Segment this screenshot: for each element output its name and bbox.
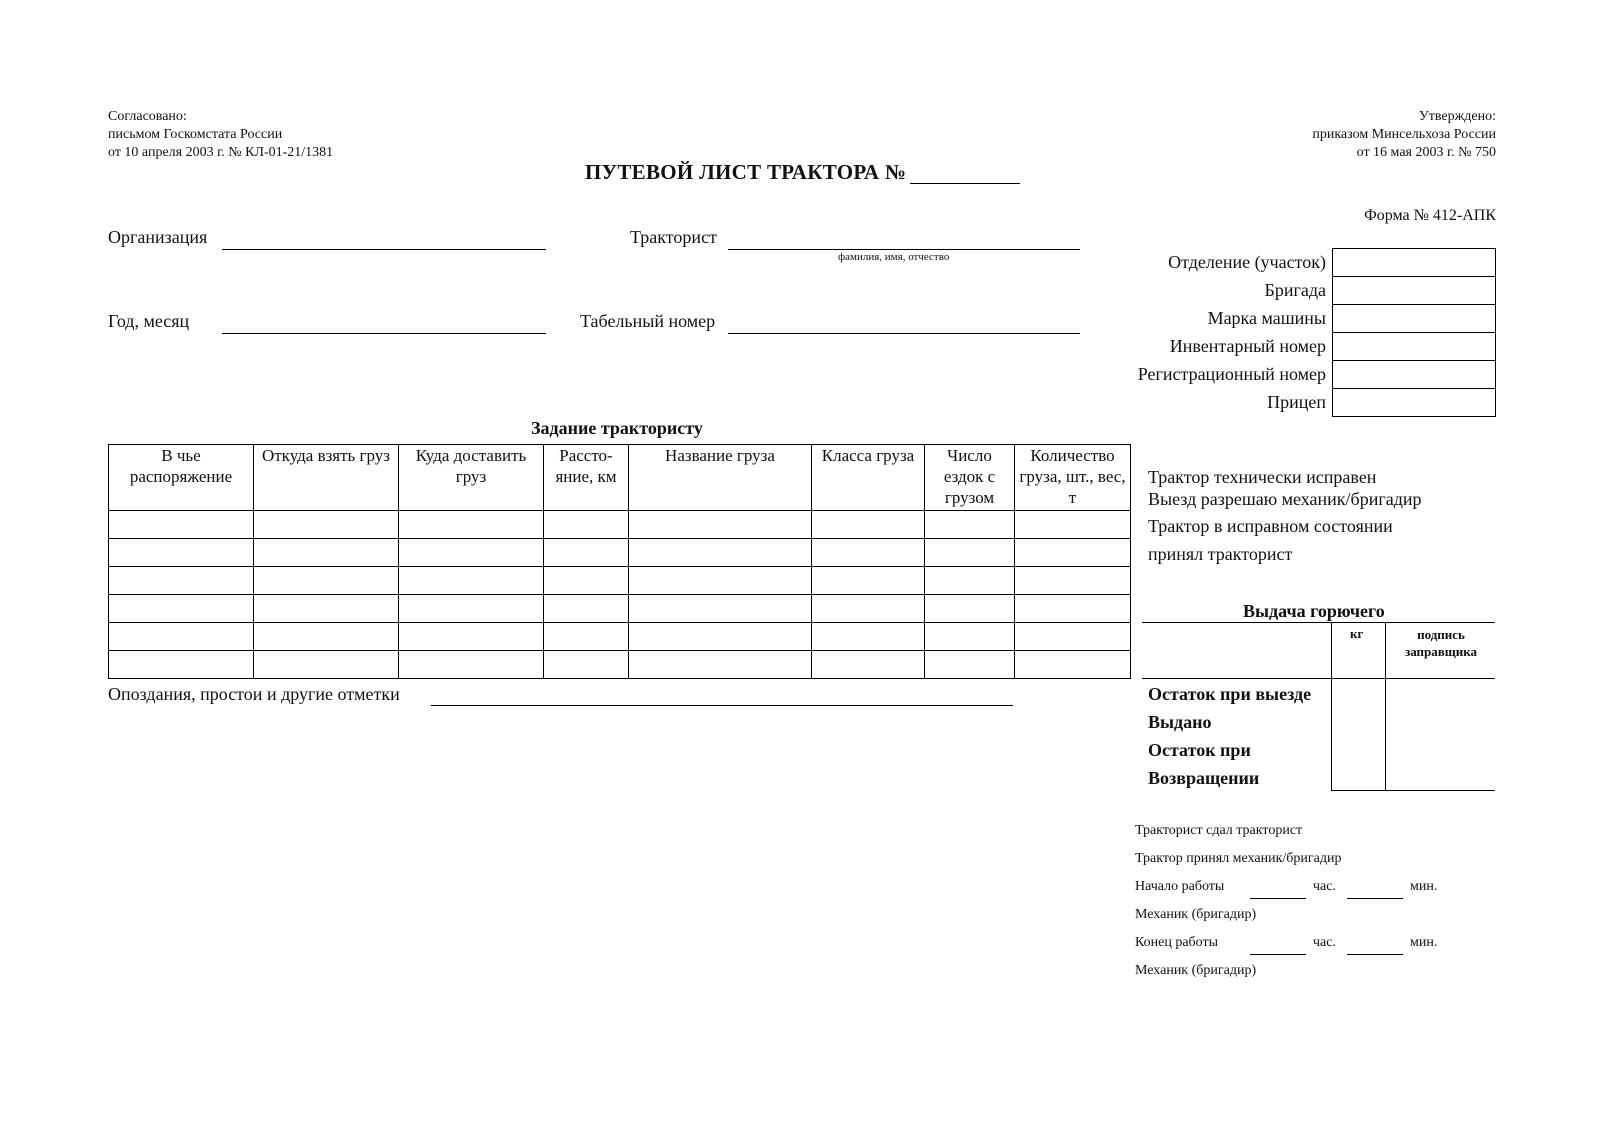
approved-block: [1312, 108, 1496, 162]
fuel-row-departure-balance: Остаток при выезде: [1148, 684, 1312, 704]
table-row: [109, 511, 1131, 539]
work-start-hours-unit: час.: [1313, 879, 1336, 894]
table-cell[interactable]: [812, 651, 925, 679]
info-label-department: Отделение (участок): [1168, 252, 1326, 272]
work-end-minutes-field[interactable]: [1347, 954, 1403, 955]
table-cell[interactable]: [1015, 567, 1131, 595]
table-row: [109, 595, 1131, 623]
fuel-header-rule: [1142, 678, 1495, 679]
handed-label: Тракторист сдал тракторист: [1135, 823, 1303, 838]
status-line-3: Трактор в исправном состоянии: [1148, 516, 1393, 536]
table-cell[interactable]: [254, 511, 399, 539]
info-field-trailer[interactable]: [1333, 389, 1496, 417]
approved-label: Утверждено:: [1418, 109, 1496, 124]
table-cell[interactable]: [109, 511, 254, 539]
table-cell[interactable]: [544, 651, 629, 679]
work-end-label: Конец работы: [1135, 935, 1219, 950]
table-cell[interactable]: [925, 623, 1015, 651]
delays-field[interactable]: [431, 705, 1013, 706]
personnel-number-label: Табельный номер: [580, 311, 716, 331]
table-row: [109, 651, 1131, 679]
task-title: Задание трактористу: [531, 418, 703, 438]
year-month-label: Год, месяц: [108, 311, 190, 331]
fuel-col-sign: подпись заправщика: [1404, 627, 1478, 659]
table-cell[interactable]: [544, 623, 629, 651]
info-label-trailer: Прицеп: [1267, 392, 1326, 412]
col-header-quantity: Количество груза, шт., вес, т: [1015, 445, 1131, 511]
col-header-distance: Рассто-яние, км: [544, 445, 629, 511]
table-cell[interactable]: [1015, 539, 1131, 567]
fuel-row-return-balance: Остаток при: [1148, 740, 1251, 760]
table-cell[interactable]: [629, 623, 812, 651]
table-cell[interactable]: [254, 567, 399, 595]
table-cell[interactable]: [399, 539, 544, 567]
col-header-from: Откуда взять груз: [254, 445, 399, 511]
info-label-machine-brand: Марка машины: [1207, 308, 1326, 328]
delays-label: Опоздания, простои и другие отметки: [108, 684, 400, 704]
form-number: Форма № 412-АПК: [1364, 207, 1496, 224]
table-cell[interactable]: [544, 595, 629, 623]
table-cell[interactable]: [1015, 511, 1131, 539]
table-cell[interactable]: [254, 595, 399, 623]
table-cell[interactable]: [399, 567, 544, 595]
table-cell[interactable]: [925, 539, 1015, 567]
status-line-2: Выезд разрешаю механик/бригадир: [1148, 489, 1422, 509]
task-table: [108, 444, 1131, 679]
work-end-hours-unit: час.: [1313, 935, 1336, 950]
info-label-registration-number: Регистрационный номер: [1137, 364, 1326, 384]
approved-date: от 16 мая 2003 г. № 750: [1356, 145, 1496, 160]
tractor-driver-field[interactable]: [728, 249, 1080, 250]
col-header-cargo-name: Название груза: [629, 445, 812, 511]
table-cell[interactable]: [925, 511, 1015, 539]
table-cell[interactable]: [109, 651, 254, 679]
status-block: [1148, 466, 1422, 510]
table-cell[interactable]: [812, 623, 925, 651]
info-field-registration-number[interactable]: [1333, 361, 1496, 389]
table-cell[interactable]: [629, 511, 812, 539]
work-end-hours-field[interactable]: [1250, 954, 1306, 955]
table-cell[interactable]: [812, 511, 925, 539]
table-cell[interactable]: [544, 567, 629, 595]
table-cell[interactable]: [925, 651, 1015, 679]
tractor-driver-label: Тракторист: [630, 227, 717, 247]
table-cell[interactable]: [399, 511, 544, 539]
status-line-1: Трактор технически исправен: [1148, 467, 1377, 487]
approval-block: [108, 108, 333, 162]
fuel-bottom-rule: [1331, 790, 1495, 791]
fuel-divider-kg: [1331, 622, 1332, 790]
info-label-inventory-number: Инвентарный номер: [1169, 336, 1326, 356]
table-cell[interactable]: [254, 539, 399, 567]
table-cell[interactable]: [812, 539, 925, 567]
vehicle-info-table: [1138, 248, 1496, 417]
page-title: ПУТЕВОЙ ЛИСТ ТРАКТОРА №: [585, 160, 907, 184]
table-cell[interactable]: [629, 539, 812, 567]
table-cell[interactable]: [812, 567, 925, 595]
table-cell[interactable]: [109, 595, 254, 623]
organization-label: Организация: [108, 227, 208, 247]
work-start-hours-field[interactable]: [1250, 898, 1306, 899]
work-start-minutes-unit: мин.: [1410, 879, 1438, 894]
table-cell[interactable]: [812, 595, 925, 623]
fuel-top-rule: [1142, 622, 1495, 623]
info-field-inventory-number[interactable]: [1333, 333, 1496, 361]
table-cell[interactable]: [1015, 595, 1131, 623]
table-row: [109, 567, 1131, 595]
accepted-label: Трактор принял механик/бригадир: [1135, 851, 1342, 866]
work-start-label: Начало работы: [1135, 879, 1225, 894]
status-line-4: принял тракторист: [1148, 544, 1293, 564]
table-cell[interactable]: [254, 651, 399, 679]
title-number-field[interactable]: [910, 183, 1020, 184]
col-header-trips: Число ездок с грузом: [925, 445, 1015, 511]
table-cell[interactable]: [1015, 623, 1131, 651]
table-cell[interactable]: [925, 595, 1015, 623]
fuel-row-return: Возвращении: [1148, 768, 1260, 788]
table-row: [109, 539, 1131, 567]
table-cell[interactable]: [109, 539, 254, 567]
table-cell[interactable]: [254, 623, 399, 651]
table-cell[interactable]: [629, 595, 812, 623]
col-header-cargo-class: Класса груза: [812, 445, 925, 511]
info-field-machine-brand[interactable]: [1333, 305, 1496, 333]
approval-label: Согласовано:: [108, 109, 187, 124]
mechanic-label-end: Механик (бригадир): [1135, 963, 1257, 978]
year-month-field[interactable]: [222, 333, 546, 334]
approval-date: от 10 апреля 2003 г. № КЛ-01-21/1381: [108, 145, 334, 160]
mechanic-label-start: Механик (бригадир): [1135, 907, 1257, 922]
table-row: [109, 623, 1131, 651]
col-header-to: Куда доставить груз: [399, 445, 544, 511]
table-cell[interactable]: [629, 567, 812, 595]
table-cell[interactable]: [544, 539, 629, 567]
info-field-department[interactable]: [1333, 249, 1496, 277]
info-field-brigade[interactable]: [1333, 277, 1496, 305]
personnel-number-field[interactable]: [728, 333, 1080, 334]
table-cell[interactable]: [109, 623, 254, 651]
table-cell[interactable]: [399, 595, 544, 623]
table-cell[interactable]: [629, 651, 812, 679]
table-cell[interactable]: [399, 623, 544, 651]
table-cell[interactable]: [925, 567, 1015, 595]
work-end-minutes-unit: мин.: [1410, 935, 1438, 950]
organization-field[interactable]: [222, 249, 546, 250]
fuel-title: Выдача горючего: [1243, 601, 1385, 621]
fuel-col-kg: кг: [1350, 626, 1364, 641]
table-cell[interactable]: [544, 511, 629, 539]
approved-order: приказом Минсельхоза России: [1312, 127, 1496, 142]
col-header-assignee: В чье распоряжение: [109, 445, 254, 511]
fuel-divider-sign: [1385, 622, 1386, 790]
work-start-minutes-field[interactable]: [1347, 898, 1403, 899]
table-cell[interactable]: [1015, 651, 1131, 679]
table-cell[interactable]: [399, 651, 544, 679]
driver-name-hint: фамилия, имя, отчество: [838, 251, 950, 263]
approval-letter: письмом Госкомстата России: [108, 127, 283, 142]
fuel-row-issued: Выдано: [1148, 712, 1212, 732]
table-cell[interactable]: [109, 567, 254, 595]
info-label-brigade: Бригада: [1264, 280, 1326, 300]
